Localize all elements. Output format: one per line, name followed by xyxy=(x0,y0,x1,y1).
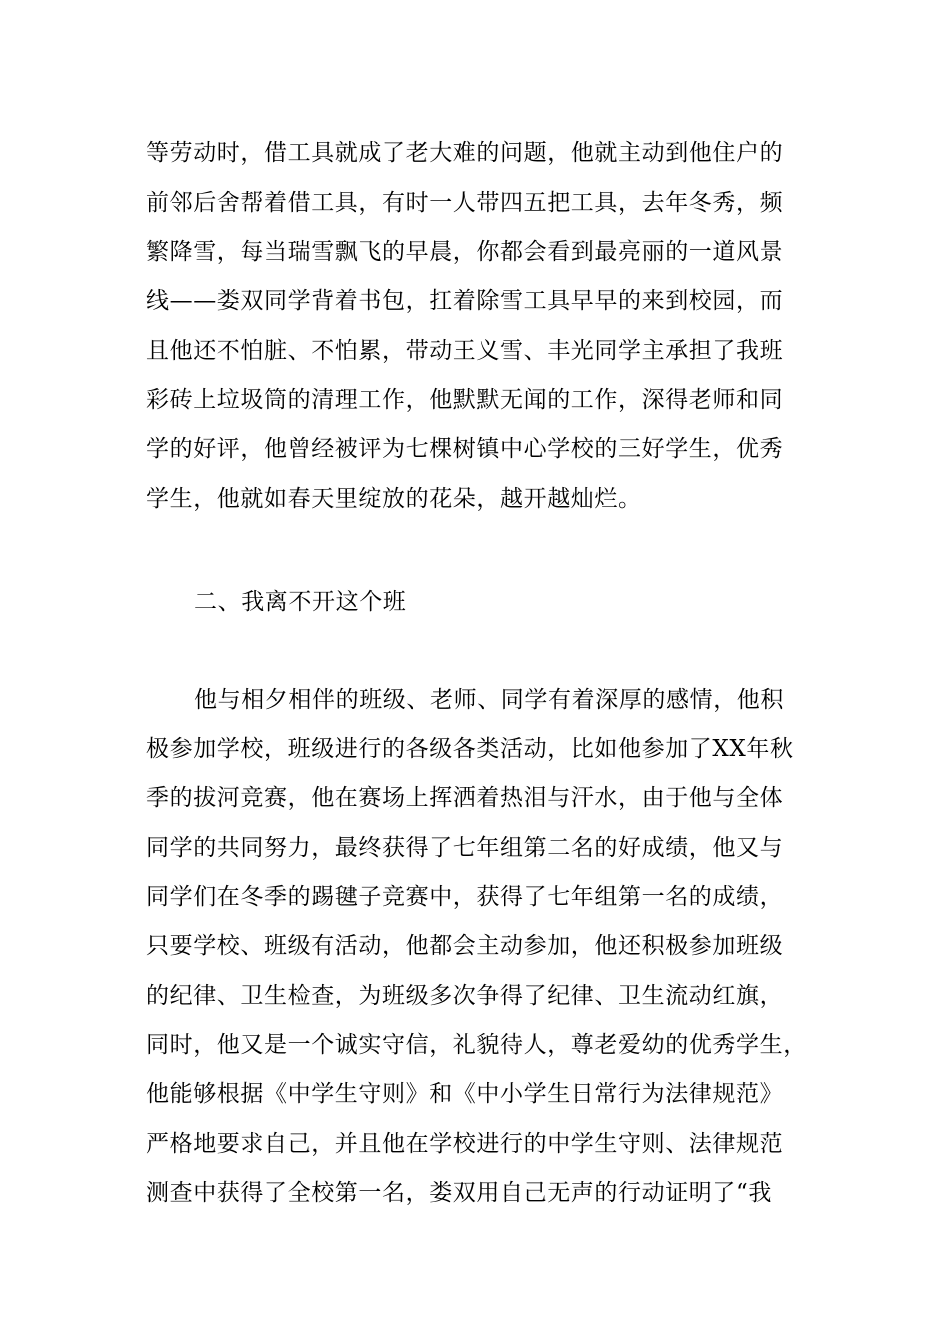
section-heading: 二、我离不开这个班 xyxy=(194,589,407,615)
paragraph-line: 繁降雪，每当瑞雪飘飞的早晨，你都会看到最亮丽的一道风景 xyxy=(146,239,784,265)
paragraph-line: 前邻后舍帮着借工具，有时一人带四五把工具，去年冬秀，频 xyxy=(146,190,784,216)
paragraph-line: 只要学校、班级有活动，他都会主动参加，他还积极参加班级 xyxy=(146,933,784,959)
paragraph-line: 严格地要求自己，并且他在学校进行的中学生守则、法律规范 xyxy=(146,1131,784,1157)
paragraph-line: 同学们在冬季的踢毽子竞赛中，获得了七年组第一名的成绩， xyxy=(146,884,784,910)
paragraph-line: 线——娄双同学背着书包，扛着除雪工具早早的来到校园，而 xyxy=(146,288,784,314)
paragraph-line: 他能够根据《中学生守则》和《中小学生日常行为法律规范》 xyxy=(146,1081,784,1107)
paragraph-line: 同时，他又是一个诚实守信，礼貌待人，尊老爱幼的优秀学生， xyxy=(146,1032,807,1058)
paragraph-line: 同学的共同努力，最终获得了七年组第二名的好成绩，他又与 xyxy=(146,835,784,861)
paragraph-line: 学生，他就如春天里绽放的花朵，越开越灿烂。 xyxy=(146,486,642,512)
paragraph-line: 学的好评，他曾经被评为七棵树镇中心学校的三好学生，优秀 xyxy=(146,436,784,462)
paragraph-line: 彩砖上垃圾筒的清理工作，他默默无闻的工作，深得老师和同 xyxy=(146,387,784,413)
paragraph-line: 测查中获得了全校第一名，娄双用自己无声的行动证明了“我 xyxy=(146,1180,772,1206)
paragraph-line: 的纪律、卫生检查，为班级多次争得了纪律、卫生流动红旗， xyxy=(146,983,784,1009)
paragraph-line: 极参加学校，班级进行的各级各类活动，比如他参加了XX年秋 xyxy=(146,736,794,762)
paragraph-line: 季的拔河竞赛，他在赛场上挥洒着热泪与汗水，由于他与全体 xyxy=(146,785,784,811)
paragraph-line: 他与相夕相伴的班级、老师、同学有着深厚的感情，他积 xyxy=(194,687,784,713)
paragraph-line: 且他还不怕脏、不怕累，带动王义雪、丰光同学主承担了我班 xyxy=(146,338,784,364)
paragraph-line: 等劳动时，借工具就成了老大难的问题，他就主动到他住户的 xyxy=(146,140,784,166)
